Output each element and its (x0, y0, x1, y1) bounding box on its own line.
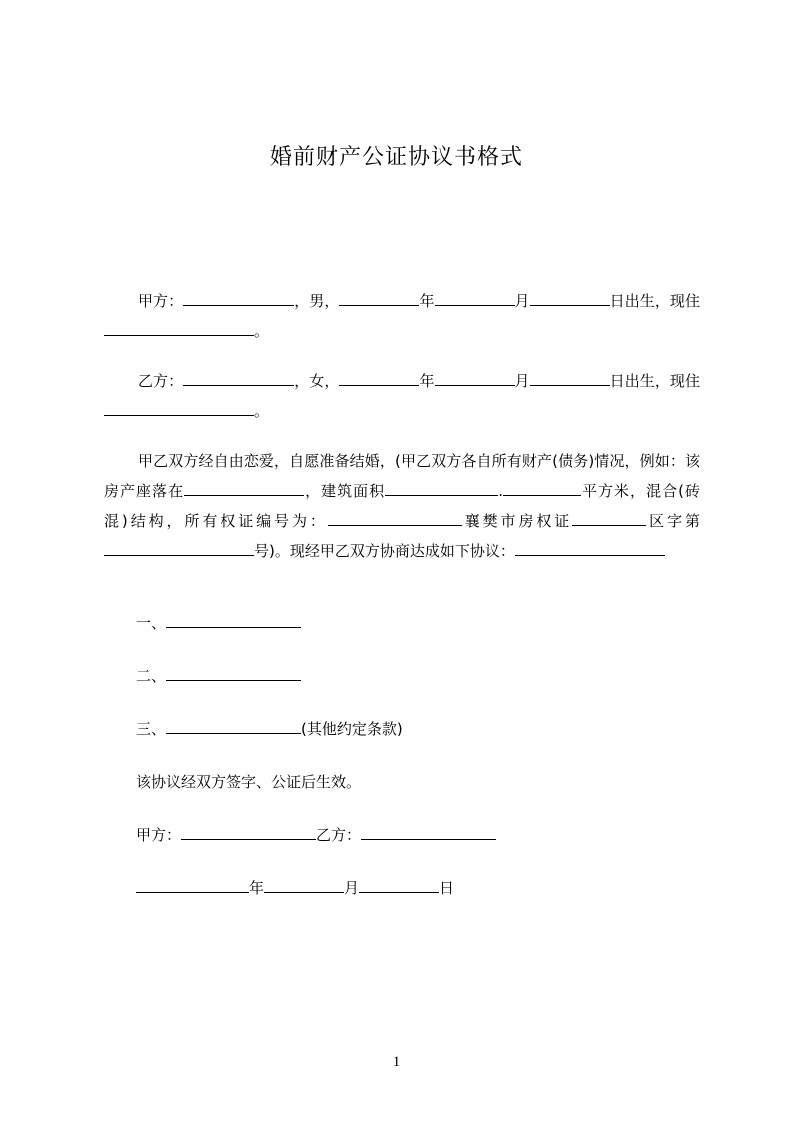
page-number: 1 (392, 1054, 401, 1070)
party-b-month-blank (435, 370, 515, 386)
clause-1-blank (166, 612, 301, 628)
party-a-live-label: 住 (684, 292, 700, 310)
party-b-live-label: 住 (684, 372, 700, 390)
date-year-label: 年 (249, 879, 265, 897)
clause-1-label: 一、 (136, 614, 167, 632)
property-text-4: 平方米，混合(砖混)结构，所有权证编号为： (104, 482, 700, 530)
party-a-born-label: 日出生，现 (609, 292, 685, 310)
party-b-month-label: 月 (514, 372, 530, 390)
property-text-6: 区字第 (646, 512, 700, 530)
clause-2-label: 二、 (136, 667, 167, 685)
date-day-label: 日 (439, 879, 455, 897)
party-b-day-blank (530, 370, 610, 386)
party-a-month-label: 月 (514, 292, 530, 310)
clause-2-blank (166, 665, 301, 681)
signature-a-blank (181, 824, 316, 840)
party-a-end: 。 (254, 322, 270, 340)
clause-3 (136, 714, 403, 744)
document-title: 婚前财产公证协议书格式 (269, 145, 523, 170)
property-text-3: . (498, 482, 503, 500)
date-month-blank (264, 877, 344, 893)
party-a-day-blank (530, 290, 610, 306)
clause-3-note: (其他约定条款) (301, 720, 403, 738)
clause-2 (136, 661, 301, 691)
property-area-integer-blank (385, 480, 498, 496)
signature-b-label: 乙方： (316, 826, 362, 844)
party-b-year-blank (339, 370, 419, 386)
signature-b-blank (361, 824, 496, 840)
property-area-decimal-blank (503, 480, 581, 496)
party-a-label: 甲方： (138, 292, 184, 310)
property-text-5: 襄樊市房权证 (461, 512, 573, 530)
date-month-label: 月 (344, 879, 360, 897)
clause-3-label: 三、 (136, 720, 167, 738)
property-text-2: ，建筑面积 (304, 482, 386, 500)
property-text-1: 甲乙双方经自由恋爱，自愿准备结婚，(甲乙双方各自所有财产(债务)情况，例如：该房产座落在 (104, 452, 700, 500)
party-b-gender: ，女， (294, 372, 340, 390)
agreement-blank (515, 540, 635, 556)
party-b-end: 。 (254, 402, 270, 420)
party-b-paragraph (104, 366, 700, 426)
date-year-blank (136, 877, 249, 893)
effective-statement: 该协议经双方签字、公证后生效。 (136, 773, 362, 791)
party-b-label: 乙方： (138, 372, 184, 390)
property-location-blank (184, 480, 304, 496)
party-a-year-label: 年 (419, 292, 435, 310)
party-a-name-blank (183, 290, 294, 306)
party-b-year-label: 年 (419, 372, 435, 390)
property-text-7: 号)。现经甲乙双方协商达成如下协议： (254, 542, 515, 560)
party-a-month-blank (435, 290, 515, 306)
signature-line (136, 820, 496, 850)
party-a-paragraph (104, 286, 700, 346)
party-a-year-blank (339, 290, 419, 306)
party-b-address-blank (104, 400, 254, 416)
property-district-blank (572, 510, 638, 526)
party-a-gender: ，男， (294, 292, 340, 310)
agreement-blank-2 (635, 540, 665, 556)
date-line (136, 873, 454, 903)
party-b-name-blank (183, 370, 294, 386)
property-certificate-blank (328, 510, 462, 526)
party-b-born-label: 日出生，现 (609, 372, 685, 390)
clause-1 (136, 608, 301, 638)
signature-a-label: 甲方： (136, 826, 182, 844)
property-paragraph (104, 446, 700, 566)
date-day-blank (359, 877, 439, 893)
property-number-blank (104, 540, 254, 556)
clause-3-blank (166, 718, 301, 734)
party-a-address-blank (104, 320, 254, 336)
